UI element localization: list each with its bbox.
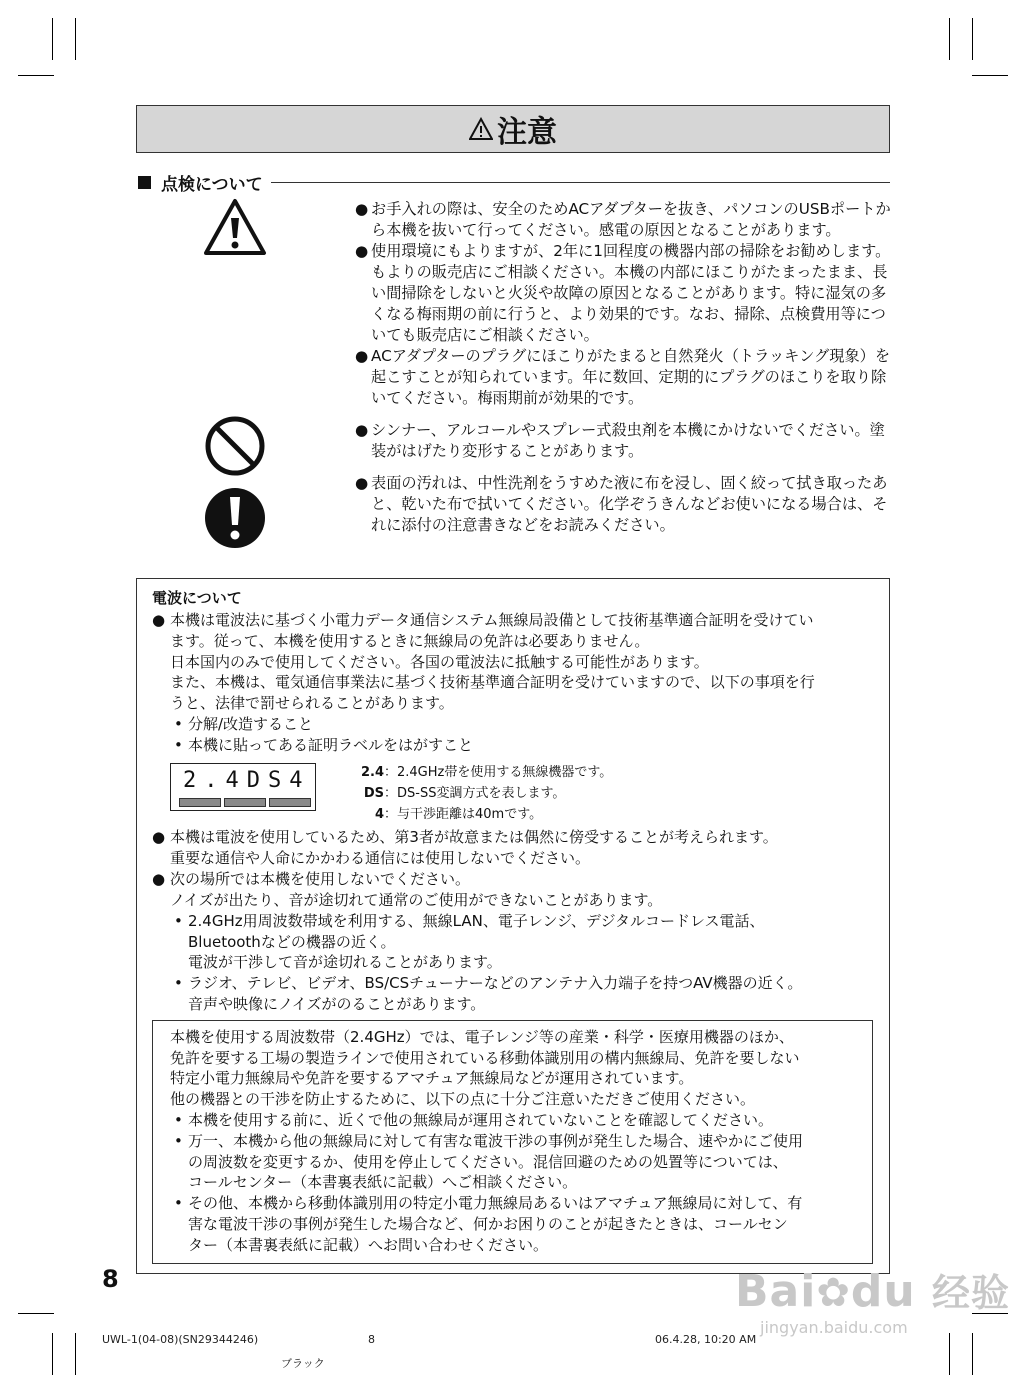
box-line: ター（本書裏表紙に記載）へお問い合わせください。: [188, 1236, 549, 1254]
radio-line: ます。従って、本機を使用するときに無線局の免許は必要ありません。: [170, 632, 650, 650]
radio-line: ラジオ、テレビ、ビデオ、BS/CSチューナーなどのアンテナ入力端子を持つAV機器の近く。: [188, 974, 803, 992]
inspection-item: ● 表面の汚れは、中性洗剤をうすめた液に布を浸し、固く絞って拭き取ったあと、乾いた布で拭いてください。化学ぞうきんなどお使いになる場合は、それに添付の注意書きなどをお読みください。: [355, 474, 888, 534]
circle-bullet-icon: ●: [355, 200, 369, 218]
watermark: [735, 1262, 1010, 1317]
dot-bullet-icon: •: [174, 1111, 183, 1129]
crop-mark: [18, 1313, 54, 1314]
caution-triangle-icon: [203, 198, 267, 256]
circle-bullet-icon: ●: [355, 242, 369, 260]
radio-line: 本機は電波法に基づく小電力データ通信システム無線局設備として技術基準適合証明を受けてい: [170, 611, 814, 629]
heading-rule: [271, 182, 890, 183]
dot-bullet-icon: •: [174, 974, 183, 992]
page-title: 注意: [497, 115, 557, 150]
radio-line: うと、法律で罰せられることがあります。: [170, 694, 454, 712]
dot-bullet-icon: •: [174, 1132, 183, 1150]
legend-row: [350, 805, 542, 825]
section-heading-text: 点検について: [161, 174, 263, 195]
circle-bullet-icon: ●: [152, 870, 166, 888]
legend-row: [350, 784, 565, 804]
circle-bullet-icon: ●: [355, 421, 369, 439]
inspection-item: ● 使用環境にもよりますが、2年に1回程度の機器内部の掃除をお勧めします。もよりの販売店にご相談ください。本機の内部にほこりがたまったまま、長い間掃除をしないと火災や故障の原因となることがあります。特に湿気の多くなる梅雨期の前に行うと、より効果的です。なお、掃除、点検費用等についても販売店にご相談ください。: [355, 242, 891, 344]
watermark-url: jingyan.baidu.com: [760, 1318, 908, 1337]
caution-title-banner: [136, 105, 890, 153]
radio-line: また、本機は、電気通信事業法に基づく技術基準適合証明を受けていますので、以下の事項を行: [170, 673, 815, 691]
box-line: 万一、本機から他の無線局に対して有害な電波干渉の事例が発生した場合、速やかにご使用: [188, 1132, 804, 1150]
radio-line: 日本国内のみで使用してください。各国の電波法に抵触する可能性があります。: [170, 653, 709, 671]
radio-line: 本機は電波を使用しているため、第3者が故意または偶然に傍受することが考えられます。: [170, 828, 778, 846]
legend-desc: ：2.4GHz帯を使用する無線機器です。: [384, 765, 613, 780]
warning-triangle-icon: [469, 117, 493, 141]
radio-heading: 電波について: [152, 589, 242, 607]
radio-line: 2.4GHz用周波数帯域を利用する、無線LAN、電子レンジ、デジタルコードレス電話、: [188, 912, 765, 930]
watermark-cn: 经验: [931, 1271, 1010, 1315]
legend-row: [350, 763, 612, 783]
crop-mark: [52, 1333, 53, 1375]
section-heading-inspection: [138, 171, 890, 193]
crop-mark: [75, 1333, 76, 1375]
box-line: 特定小電力無線局や免許を要するアマチュア無線局などが運用されています。: [170, 1069, 694, 1087]
box-line: 本機を使用する周波数帯（2.4GHz）では、電子レンジ等の産業・科学・医療用機器のほか、: [170, 1028, 794, 1046]
inspection-item: ● シンナー、アルコールやスプレー式殺虫剤を本機にかけないでください。塗装がはげたり変形することがあります。: [355, 421, 885, 460]
prohibited-icon: [204, 415, 266, 477]
legend-key: DS: [363, 786, 384, 801]
legend-desc: ：与干渉距離は40mです。: [384, 807, 543, 822]
box-line: 他の機器との干渉を防止するために、以下の点に十分ご注意いただきご使用ください。: [170, 1090, 756, 1108]
box-line: 害な電波干渉の事例が発生した場合など、何かお困りのことが起きたときは、コールセン: [188, 1215, 788, 1233]
crop-mark: [52, 18, 53, 60]
legend-key: 4: [374, 807, 384, 822]
watermark-brand: Bai: [735, 1266, 817, 1317]
radio-line: 電波が干渉して音が途切れることがあります。: [188, 953, 502, 971]
legend-desc: ：DS-SS変調方式を表します。: [384, 786, 566, 801]
crop-mark: [972, 18, 973, 60]
label-bars: [179, 798, 311, 807]
crop-mark: [18, 75, 54, 76]
footer-right: 06.4.28, 10:20 AM: [655, 1333, 757, 1346]
crop-mark: [949, 1333, 950, 1375]
radio-line: ノイズが出たり、音が途切れて通常のご使用ができないことがあります。: [170, 891, 663, 909]
crop-mark: [75, 18, 76, 60]
box-line: その他、本機から移動体識別用の特定小電力無線局あるいはアマチュア無線局に対して、有: [188, 1194, 803, 1212]
radio-line: 重要な通信や人命にかかわる通信には使用しないでください。: [170, 849, 591, 867]
radio-line: 本機に貼ってある証明ラベルをはがすこと: [188, 736, 474, 754]
radio-line: 分解/改造すること: [188, 715, 314, 733]
square-bullet-icon: [138, 176, 151, 189]
label-code: 2.4DS4: [183, 768, 311, 793]
label-bar: [269, 798, 311, 807]
radio-line: 次の場所では本機を使用しないでください。: [170, 870, 471, 888]
dot-bullet-icon: •: [174, 736, 183, 754]
footer-left: UWL-1(04-08)(SN29344246): [102, 1333, 259, 1346]
mandatory-exclamation-icon: [204, 487, 266, 549]
dot-bullet-icon: •: [174, 912, 183, 930]
radio-line: 音声や映像にノイズがのることがあります。: [188, 995, 486, 1013]
circle-bullet-icon: ●: [355, 347, 369, 365]
legend-key: 2.4: [360, 765, 384, 780]
box-line: コールセンター（本書裏表紙に記載）へご相談ください。: [188, 1173, 578, 1191]
inspection-item: ● ACアダプターのプラグにほこりがたまると自然発火（トラッキング現象）を起こすことが知られています。年に数回、定期的にプラグのほこりを取り除いてください。梅雨期前が効果的です。: [355, 347, 891, 407]
dot-bullet-icon: •: [174, 1194, 183, 1212]
circle-bullet-icon: ●: [152, 611, 166, 629]
footer-center: 8: [368, 1333, 375, 1346]
crop-mark: [972, 75, 1008, 76]
crop-mark: [949, 18, 950, 60]
certification-label: [170, 763, 316, 811]
circle-bullet-icon: ●: [355, 474, 369, 492]
box-line: 本機を使用する前に、近くで他の無線局が運用されていないことを確認してください。: [188, 1111, 774, 1129]
page-number: 8: [102, 1265, 119, 1293]
box-line: の周波数を変更するか、使用を停止してください。混信回避のための処置等については、: [188, 1153, 788, 1171]
box-line: 免許を要する工場の製造ラインで使用されている移動体識別用の構内無線局、免許を要しない: [170, 1049, 800, 1067]
crop-mark: [972, 1333, 973, 1375]
dot-bullet-icon: •: [174, 715, 183, 733]
footer-color: ブラック: [281, 1357, 325, 1370]
inspection-item: ● お手入れの際は、安全のためACアダプターを抜き、パソコンのUSBポートから本機を抜いて行ってください。感電の原因となることがあります。: [355, 200, 891, 239]
paw-icon: ✿: [816, 1270, 851, 1316]
label-bar: [224, 798, 266, 807]
watermark-brand-2: du: [850, 1266, 916, 1317]
label-bar: [179, 798, 221, 807]
radio-line: Bluetoothなどの機器の近く。: [188, 933, 396, 951]
circle-bullet-icon: ●: [152, 828, 166, 846]
